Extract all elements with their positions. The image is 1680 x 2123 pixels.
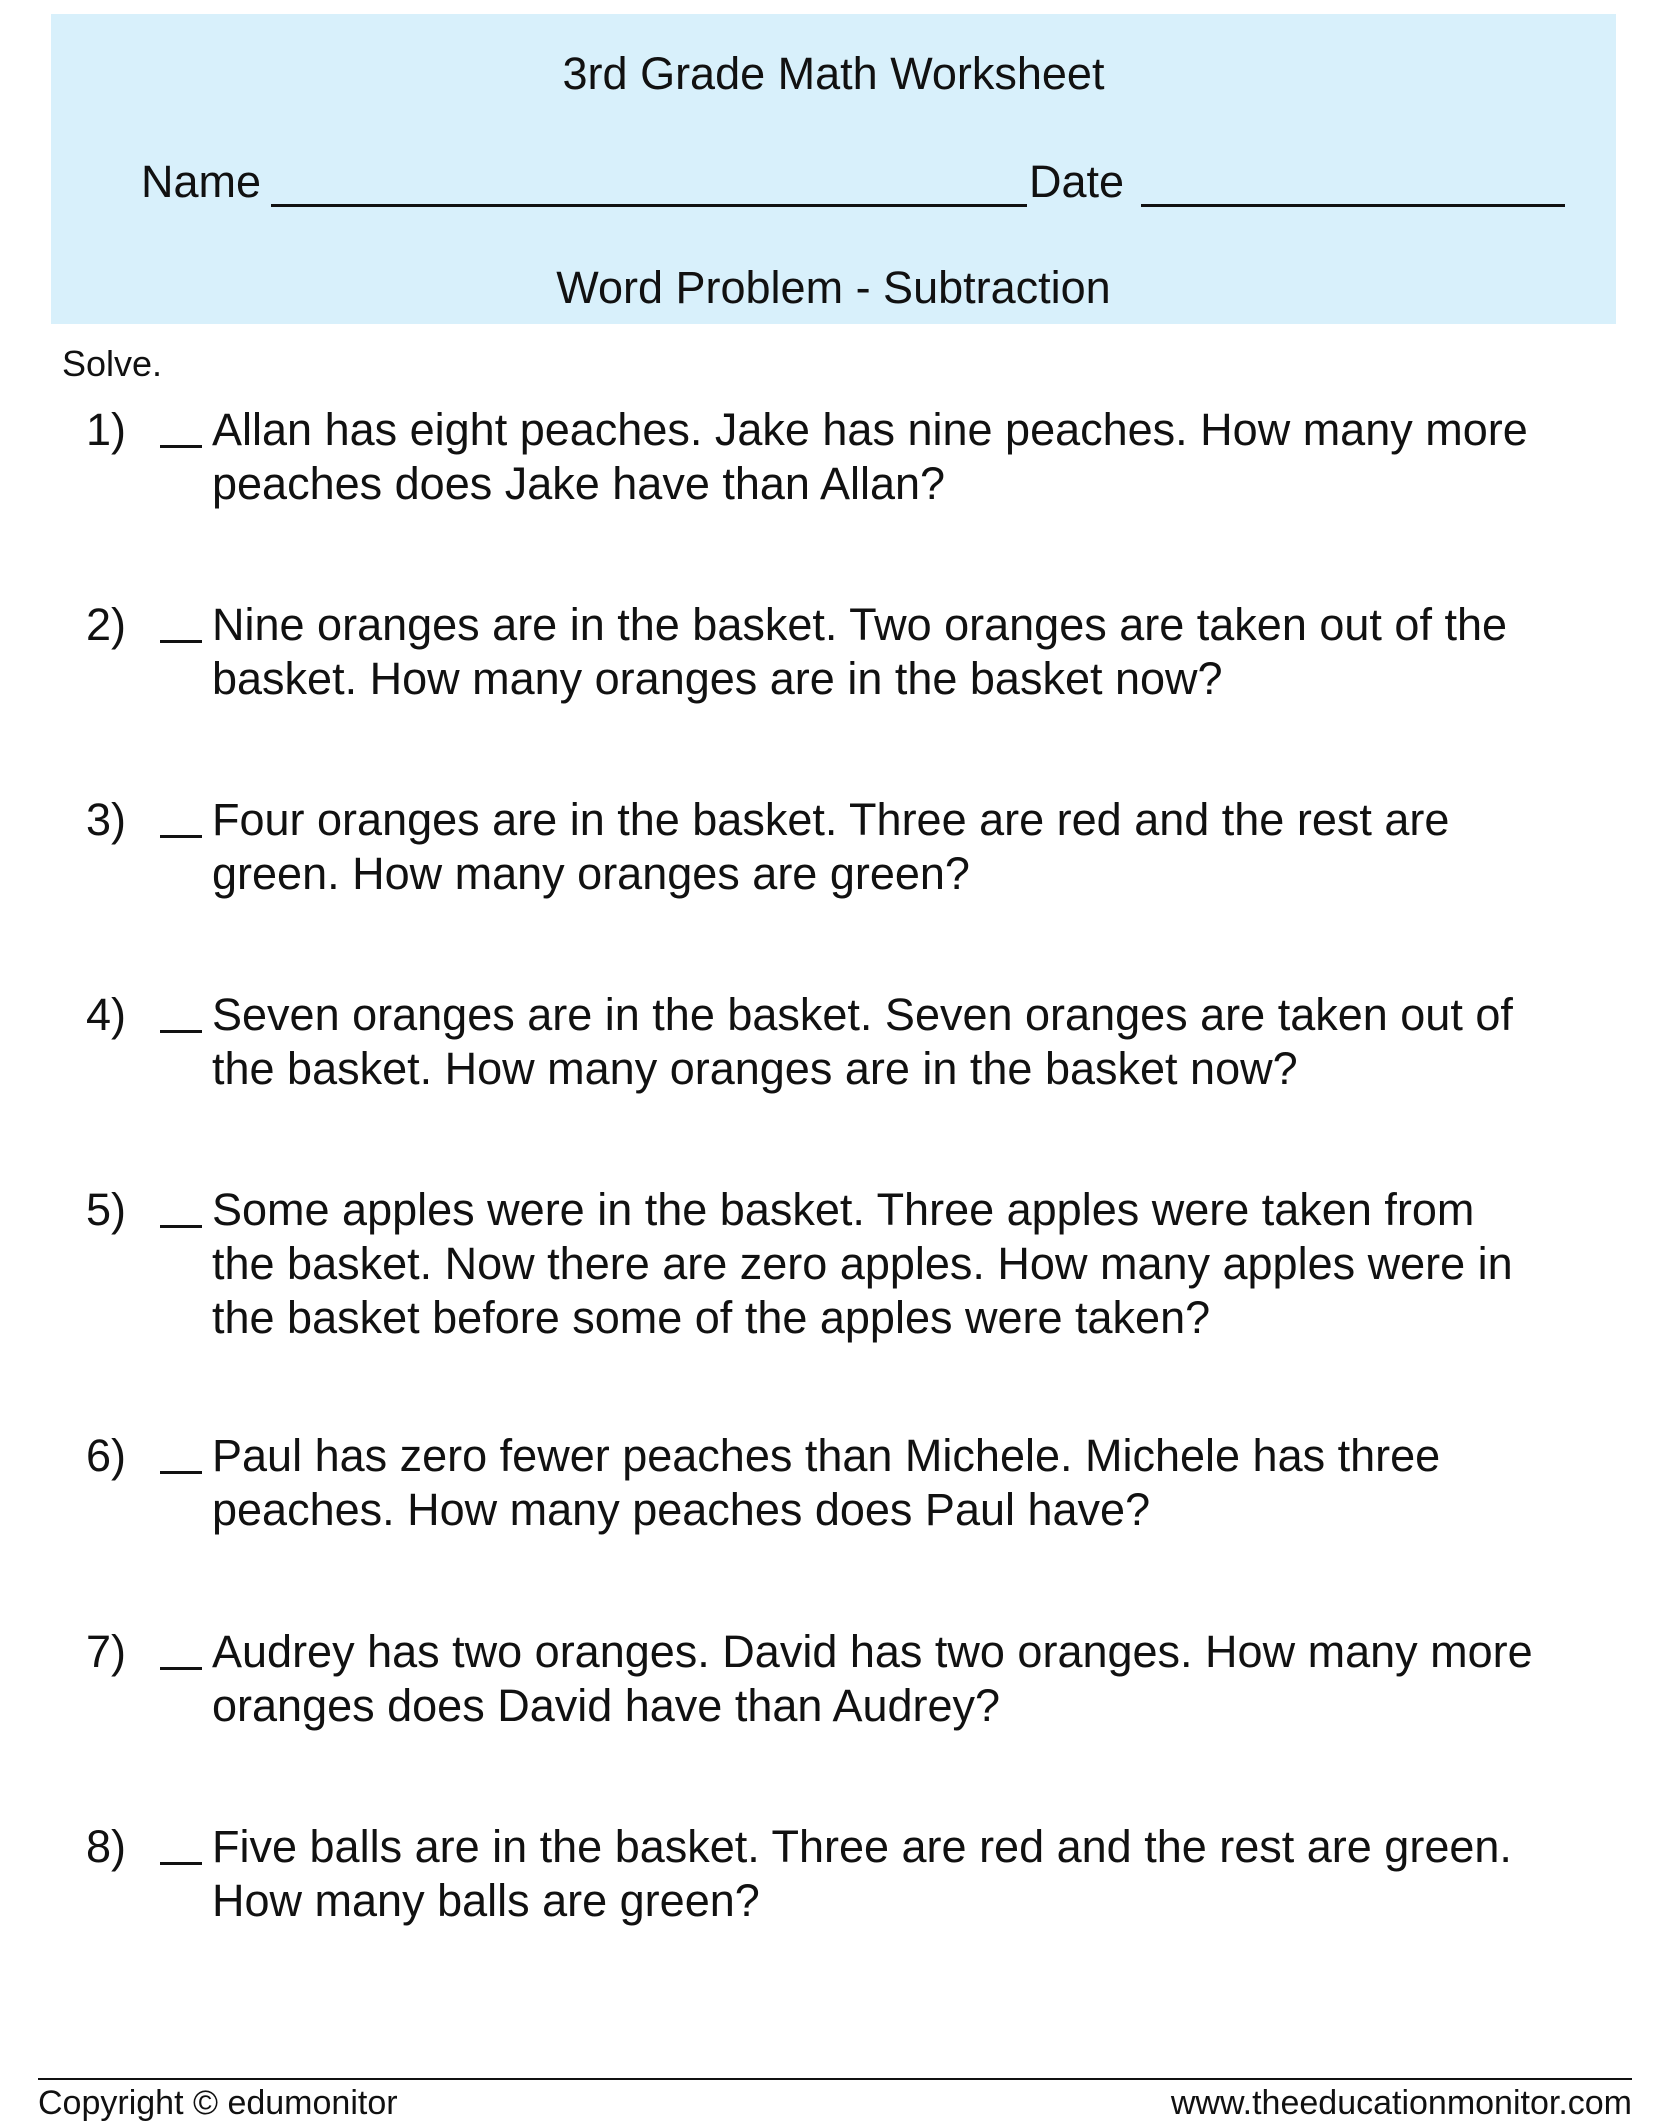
footer-website[interactable]: www.theeducationmonitor.com	[1170, 2084, 1632, 2122]
problem-number: 4)	[86, 989, 127, 1040]
problem-text: Seven oranges are in the basket. Seven oranges are taken out of the basket. How many oranges are in the basket now?	[212, 989, 1513, 1094]
name-date-row	[91, 152, 1591, 212]
problem-text: Nine oranges are in the basket. Two oranges are taken out of the basket. How many oranges are in the basket now?	[212, 599, 1508, 704]
answer-blank[interactable]	[160, 1471, 202, 1474]
problem-text: Allan has eight peaches. Jake has nine peaches. How many more peaches does Jake have than Allan?	[212, 404, 1528, 509]
worksheet-title: 3rd Grade Math Worksheet	[562, 48, 1105, 99]
answer-blank[interactable]	[160, 445, 202, 448]
answer-blank[interactable]	[160, 1030, 202, 1033]
worksheet-subtitle: Word Problem - Subtraction	[556, 262, 1111, 313]
worksheet-header	[51, 14, 1616, 324]
problem-number: 6)	[86, 1430, 127, 1481]
problem-number: 1)	[86, 404, 127, 455]
name-field[interactable]	[271, 204, 1027, 207]
problem-number: 2)	[86, 599, 127, 650]
answer-blank[interactable]	[160, 1667, 202, 1670]
problem-number: 7)	[86, 1626, 127, 1677]
instructions: Solve.	[62, 343, 163, 384]
problem-text: Audrey has two oranges. David has two oranges. How many more oranges does David have than Audrey?	[212, 1626, 1533, 1731]
problem-text: Paul has zero fewer peaches than Michele. Michele has three peaches. How many peaches does Paul have?	[212, 1430, 1441, 1535]
footer-copyright: Copyright © edumonitor	[38, 2084, 398, 2122]
footer-divider	[38, 2078, 1632, 2080]
answer-blank[interactable]	[160, 640, 202, 643]
date-field[interactable]	[1141, 204, 1565, 207]
problem-number: 5)	[86, 1184, 127, 1235]
problem-number: 3)	[86, 794, 127, 845]
problem-text: Five balls are in the basket. Three are red and the rest are green. How many balls are green?	[212, 1821, 1512, 1926]
answer-blank[interactable]	[160, 1225, 202, 1228]
name-label: Name	[141, 156, 262, 207]
answer-blank[interactable]	[160, 835, 202, 838]
problem-number: 8)	[86, 1821, 127, 1872]
date-label: Date	[1029, 156, 1125, 207]
problem-text: Some apples were in the basket. Three apples were taken from the basket. Now there are zero apples. How many apples were in the basket before some of the apples were taken?	[212, 1184, 1513, 1343]
problem-text: Four oranges are in the basket. Three are red and the rest are green. How many oranges are green?	[212, 794, 1450, 899]
answer-blank[interactable]	[160, 1862, 202, 1865]
